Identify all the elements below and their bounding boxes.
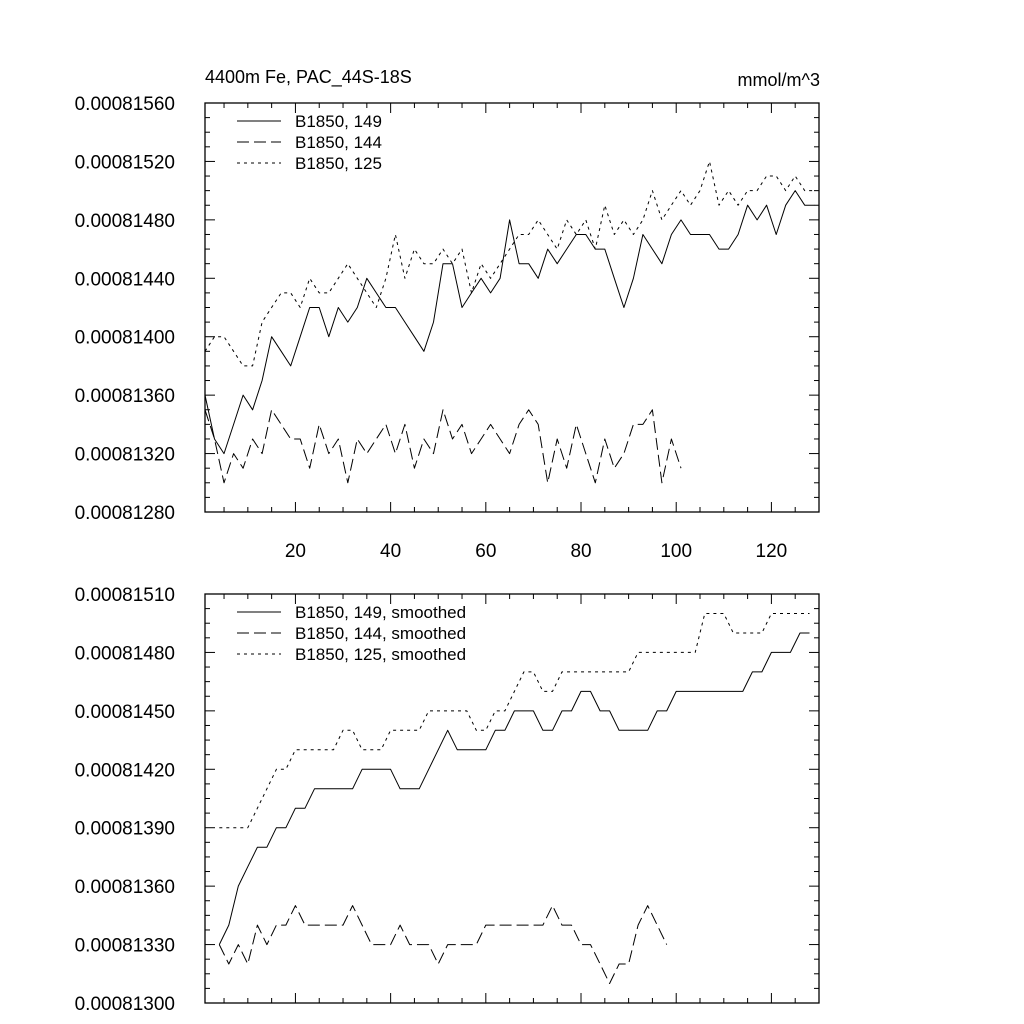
y-tick-label: 0.00081480 — [74, 643, 175, 665]
x-tick-label: 60 — [475, 541, 497, 562]
y-tick-label: 0.00081510 — [74, 585, 175, 606]
y-tick-label: 0.00081280 — [74, 503, 175, 524]
legend-label-1: B1850, 149 — [295, 112, 382, 131]
legend-label-3: B1850, 125 — [295, 154, 382, 173]
x-tick-label: 120 — [755, 541, 788, 562]
legend-label-3: B1850, 125, smoothed — [295, 645, 467, 664]
y-tick-label: 0.00081420 — [74, 760, 175, 782]
y-tick-label: 0.00081390 — [74, 818, 175, 840]
top-panel-units: mmol/m^3 — [737, 70, 820, 90]
legend-label-2: B1850, 144, smoothed — [295, 624, 467, 643]
top-panel-title: 4400m Fe, PAC_44S-18S — [205, 67, 412, 87]
x-tick-label: 40 — [380, 541, 402, 562]
x-tick-label: 20 — [284, 541, 307, 562]
y-tick-label: 0.00081300 — [74, 994, 175, 1015]
y-tick-label: 0.00081450 — [74, 701, 175, 723]
y-tick-label: 0.00081400 — [74, 327, 175, 349]
legend-label-1: B1850, 149, smoothed — [295, 603, 467, 622]
y-tick-label: 0.00081480 — [74, 210, 175, 232]
y-tick-label: 0.00081520 — [74, 152, 175, 174]
y-tick-label: 0.00081560 — [74, 94, 175, 115]
y-tick-label: 0.00081320 — [74, 444, 175, 466]
y-tick-label: 0.00081360 — [74, 877, 175, 899]
y-tick-label: 0.00081330 — [74, 935, 175, 957]
x-tick-label: 80 — [570, 541, 592, 562]
y-tick-label: 0.00081440 — [74, 269, 175, 291]
y-tick-label: 0.00081360 — [74, 386, 175, 408]
x-tick-label: 100 — [660, 541, 693, 562]
legend-label-2: B1850, 144 — [295, 133, 382, 152]
